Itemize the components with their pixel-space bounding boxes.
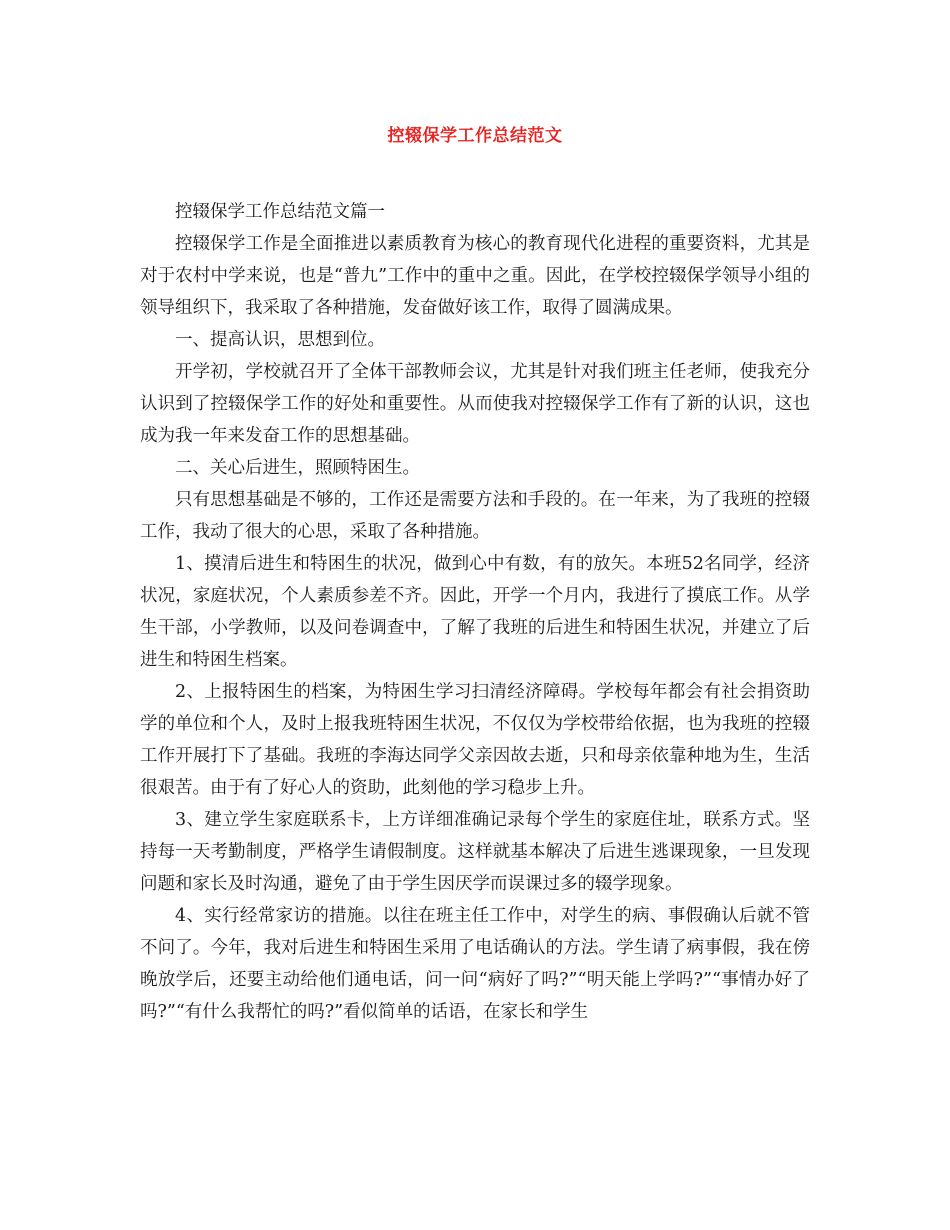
section-heading: 一、提高认识，思想到位。 [175,330,385,350]
paragraph: 开学初，学校就召开了全体干部教师会议，尤其是针对我们班主任老师，使我充分认识到了控辍保学工作的好处和重要性。从而使我对控辍保学工作有了新的认识，这也成为我一年来发奋工作的思想基础。 [140,362,810,446]
paragraph: 只有思想基础是不够的，工作还是需要方法和手段的。在一年来，为了我班的控辍工作，我动了很大的心思，采取了各种措施。 [140,490,810,542]
paragraph: 2、上报特困生的档案，为特困生学习扫清经济障碍。学校每年都会有社会捐资助学的单位和个人，及时上报我班特困生状况，不仅仅为学校带给依据，也为我班的控辍工作开展打下了基础。我班的李海达同学父亲因故去逝，只和母亲依靠种地为生，生活很艰苦。由于有了好心人的资助，此刻他的学习稳步上升。 [140,682,810,798]
document-title: 控辍保学工作总结范文 [387,126,563,146]
paragraph: 4、实行经常家访的措施。以往在班主任工作中，对学生的病、事假确认后就不管不问了。今年，我对后进生和特困生采用了电话确认的方法。学生请了病事假，我在傍晚放学后，还要主动给他们通电话，问一问“病好了吗?”“明天能上学吗?”“事情办好了吗?”“有什么我帮忙的吗?”看似简单的话语，在家长和学生 [140,906,810,1022]
paragraph: 3、建立学生家庭联系卡，上方详细准确记录每个学生的家庭住址，联系方式。坚持每一天考勤制度，严格学生请假制度。这样就基本解决了后进生逃课现象，一旦发现问题和家长及时沟通，避免了由于学生因厌学而误课过多的辍学现象。 [140,810,810,894]
document-body [140,196,810,1028]
section-heading: 二、关心后进生，照顾特困生。 [175,458,420,478]
paragraph-heading: 控辍保学工作总结范文篇一 [175,202,385,222]
paragraph: 控辍保学工作是全面推进以素质教育为核心的教育现代化进程的重要资料，尤其是对于农村中学来说，也是“普九”工作中的重中之重。因此，在学校控辍保学领导小组的领导组织下，我采取了各种措施，发奋做好该工作，取得了圆满成果。 [140,234,810,318]
paragraph: 1、摸清后进生和特困生的状况，做到心中有数，有的放矢。本班52名同学，经济状况，家庭状况，个人素质参差不齐。因此，开学一个月内，我进行了摸底工作。从学生干部，小学教师，以及问卷调查中，了解了我班的后进生和特困生状况，并建立了后进生和特困生档案。 [140,554,810,670]
